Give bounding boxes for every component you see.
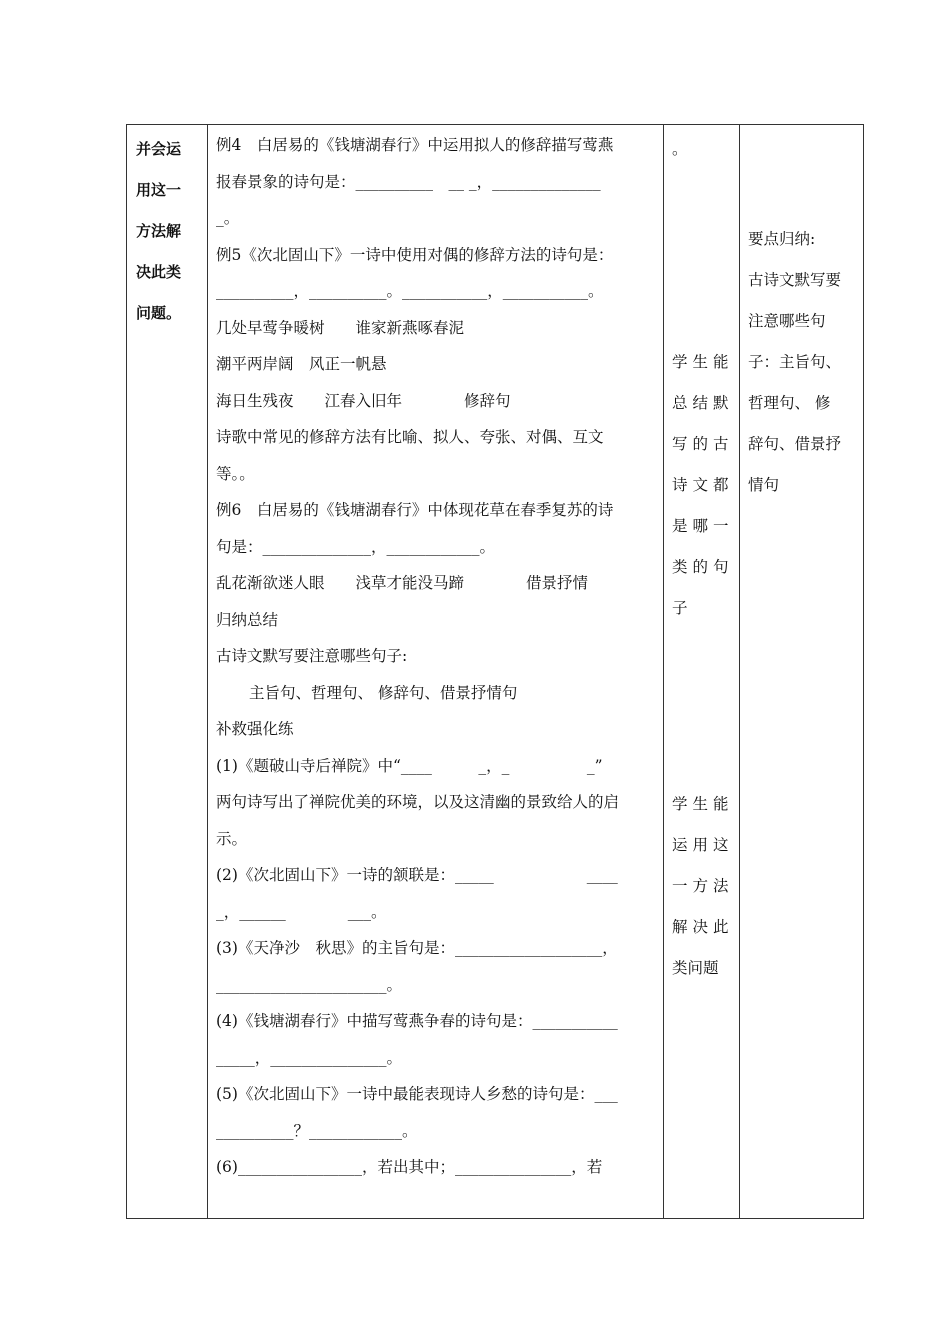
objective-line: 并会运 [136,140,182,158]
content-line: (1)《题破山寺后禅院》中“____ _，_ _” [216,756,603,775]
content-line: _。 [216,209,240,227]
content-line: 例5《次北固山下》一诗中使用对偶的修辞方法的诗句是： [216,245,614,264]
content-line: 几处早莺争暖树 谁家新燕啄春泥 [216,318,465,337]
key-point-line: 古诗文默写要 [748,271,842,289]
content-line: 补救强化练 [216,720,294,738]
content-line: 例4 白居易的《钱塘湖春行》中运用拟人的修辞描写莺燕 [216,136,614,154]
activity-line: 解决此 [672,918,734,936]
objective-line: 问题。 [136,304,182,322]
content-line: 古诗文默写要注意哪些句子: [216,647,408,665]
content-line: _，______ ___。 [216,902,387,921]
lesson-table [126,124,864,1219]
content-line: 报春景象的诗句是：__________ __ _，______________ [216,172,601,191]
content-line: 归纳总结 [216,610,279,629]
objective-column [127,125,207,1218]
activity-line: 。 [672,140,688,158]
content-column [207,125,663,1218]
key-point-line: 辞句、借景抒 [748,435,842,453]
content-line: 海日生残夜 江春入旧年 修辞句 [216,391,511,410]
key-point-line: 哲理句、 修 [748,394,831,412]
content-line: 示。 [216,829,248,848]
student-activity-column [663,125,739,1218]
content-line: 潮平两岸阔 风正一帆悬 [216,355,387,373]
key-point-line: 子：主旨句、 [748,353,842,371]
activity-line: 类的句 [672,558,734,576]
activity-line: 学生能 [672,795,734,813]
objective-line: 用这一 [136,181,182,199]
content-line: (2)《次北固山下》一诗的颔联是：_____ ____ [216,866,618,884]
activity-line: 子 [672,599,693,617]
activity-line: 运用这 [672,836,734,854]
content-line: 句是：______________，____________。 [216,537,496,556]
activity-line: 总结默 [672,394,734,412]
content-line: 乱花渐欲迷人眼 浅草才能没马蹄 借景抒情 [216,574,589,592]
key-point-line: 注意哪些句 [748,312,826,330]
activity-line: 类问题 [672,959,719,977]
key-point-line: 情句 [748,476,780,494]
content-line: __________，__________。___________，___________。 [216,282,604,300]
activity-line: 学生能 [672,353,734,371]
content-line: 例6 白居易的《钱塘湖春行》中体现花草在春季复苏的诗 [216,501,614,519]
activity-line: 是哪一 [672,517,734,535]
objective-line: 方法解 [136,222,182,240]
content-line: __________？____________。 [216,1121,418,1140]
key-points-column [739,125,865,1218]
content-line: 两句诗写出了禅院优美的环境，以及这清幽的景致给人的启 [216,793,620,811]
activity-line: 一方法 [672,877,734,895]
content-line: (6)________________，若出其中；_______________，若 [216,1158,603,1176]
content-line: 诗歌中常见的修辞方法有比喻、拟人、夸张、对偶、互文 [216,428,604,446]
content-line: 等。。 [216,464,255,483]
content-line: (5)《次北固山下》一诗中最能表现诗人乡愁的诗句是：___ [216,1085,618,1103]
content-line: _____，_______________。 [216,1048,403,1067]
activity-line: 诗文都 [672,476,734,494]
content-line: ______________________。 [216,975,403,994]
activity-line: 写的古 [672,435,734,453]
content-line: (4)《钱塘湖春行》中描写莺燕争春的诗句是：___________ [216,1012,618,1030]
content-line-indented: 主旨句、哲理句、 修辞句、借景抒情句 [249,683,518,702]
content-line: (3)《天净沙 秋思》的主旨句是：___________________， [216,939,618,957]
objective-line: 决此类 [136,263,182,281]
key-point-line: 要点归纳: [748,230,816,248]
